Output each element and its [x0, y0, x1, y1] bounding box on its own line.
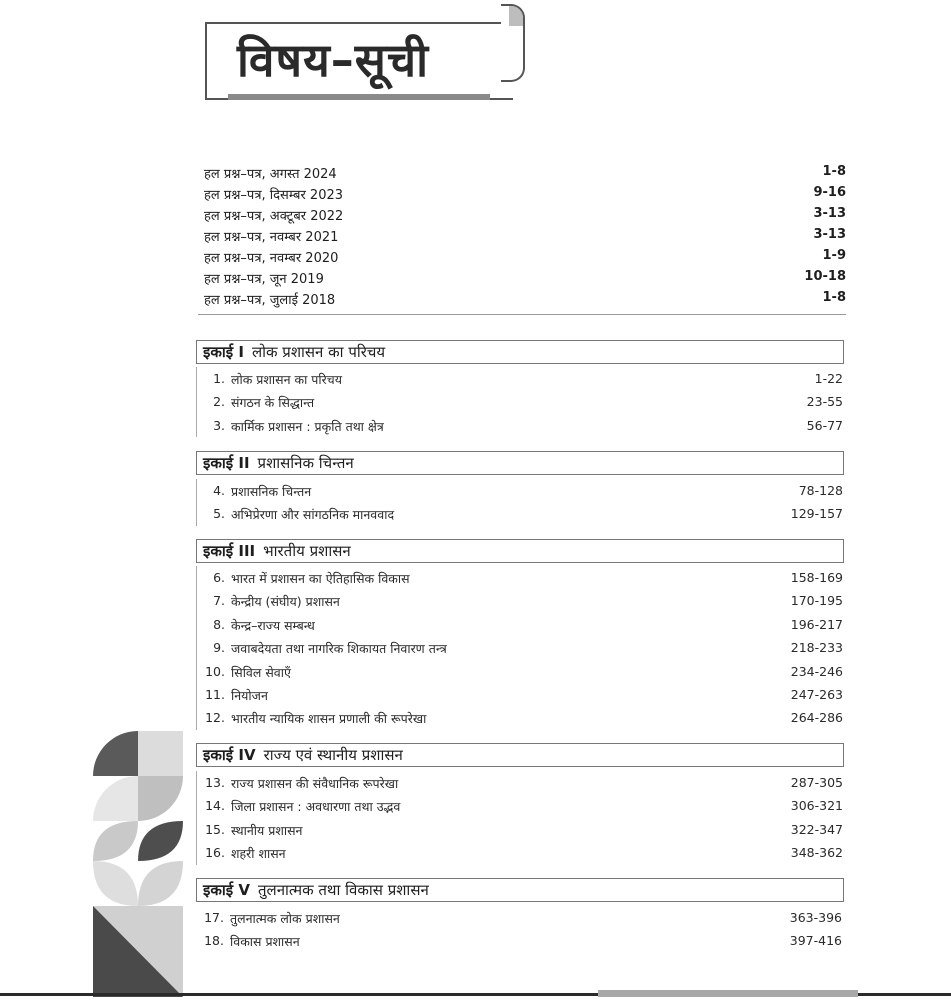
paper-label: हल प्रश्न–पत्र, नवम्बर 2021 [204, 230, 339, 245]
unit-title: लोक प्रशासन का परिचय [251, 343, 386, 361]
paper-pages: 3-13 [813, 206, 846, 221]
decorative-pattern [93, 731, 183, 997]
chapter-pages: 170-195 [790, 593, 843, 609]
page-title: विषय–सूची [237, 33, 429, 87]
chapter-row [197, 683, 845, 706]
chapter-number: 4. [213, 483, 225, 498]
chapter-number: 14. [205, 798, 225, 814]
chapter-number: 10. [205, 663, 225, 679]
chapter-name: भारत में प्रशासन का ऐतिहासिक विकास [231, 571, 410, 586]
paper-row [204, 162, 846, 183]
paper-label: हल प्रश्न–पत्र, जून 2019 [204, 272, 324, 287]
deco-leaf-left [93, 821, 138, 861]
chapter-row [197, 390, 845, 413]
chapter-pages: 322-347 [790, 821, 843, 837]
chapter-pages: 218-233 [790, 640, 843, 656]
unit-title: तुलनात्मक तथा विकास प्रशासन [257, 881, 429, 899]
chapter-row [197, 589, 845, 612]
chapter-pages: 363-396 [789, 910, 842, 925]
paper-label: हल प्रश्न–पत्र, अक्टूबर 2022 [204, 209, 344, 224]
section-divider [198, 314, 846, 315]
chapter-name: स्थानीय प्रशासन [231, 822, 303, 838]
chapter-row [197, 636, 845, 659]
unit-heading-4 [196, 743, 844, 767]
paper-row [204, 183, 846, 204]
paper-row [204, 267, 846, 288]
deco-leaf-low-left [93, 861, 138, 906]
chapter-pages: 56-77 [806, 417, 843, 433]
chapter-number: 1. [213, 371, 225, 386]
chapter-row [197, 479, 845, 502]
chapter-pages: 158-169 [790, 570, 843, 585]
chapter-row [197, 660, 845, 683]
paper-pages: 1-8 [822, 164, 846, 179]
chapter-name: प्रशासनिक चिन्तन [231, 484, 312, 499]
chapter-number: 18. [204, 933, 224, 949]
unit-title: राज्य एवं स्थानीय प्रशासन [263, 746, 403, 764]
paper-label: हल प्रश्न–पत्र, नवम्बर 2020 [204, 251, 339, 266]
chapter-row [197, 794, 845, 817]
chapter-name: संगठन के सिद्धान्त [231, 395, 315, 411]
paper-label: हल प्रश्न–पत्र, अगस्त 2024 [204, 167, 337, 182]
chapter-number: 17. [204, 910, 224, 925]
unit-number: इकाई V [203, 881, 250, 899]
unit-title: प्रशासनिक चिन्तन [257, 454, 354, 472]
chapter-number: 3. [213, 417, 225, 433]
chapter-name: जिला प्रशासन : अवधारणा तथा उद्भव [231, 799, 401, 815]
chapter-row [196, 906, 844, 929]
chapter-name: कार्मिक प्रशासन : प्रकृति तथा क्षेत्र [231, 418, 384, 434]
paper-pages: 1-9 [822, 248, 846, 263]
chapter-number: 16. [205, 845, 225, 861]
chapter-pages: 196-217 [790, 616, 843, 632]
deco-quarter-light [138, 776, 183, 821]
chapter-number: 13. [205, 775, 225, 790]
chapter-name: जवाबदेयता तथा नागरिक शिकायत निवारण तन्त्र [231, 641, 447, 657]
unit-heading-3 [196, 539, 844, 563]
bottom-accent-bar [598, 990, 858, 997]
unit-chapters-1 [196, 367, 845, 437]
chapter-row [197, 818, 845, 841]
chapter-number: 8. [213, 616, 225, 632]
deco-leaf-low-right [138, 861, 183, 906]
unit-heading-5 [196, 878, 844, 902]
paper-pages: 10-18 [804, 269, 846, 284]
solved-papers-list [204, 162, 846, 309]
paper-pages: 3-13 [813, 227, 846, 242]
unit-number: इकाई I [203, 343, 244, 361]
chapter-row [197, 613, 845, 636]
chapter-pages: 247-263 [790, 686, 843, 702]
chapter-pages: 306-321 [790, 798, 843, 814]
chapter-name: शहरी शासन [231, 846, 286, 862]
paper-pages: 1-8 [822, 290, 846, 305]
deco-quarter-pale [93, 776, 138, 821]
chapter-pages: 397-416 [789, 933, 842, 949]
chapter-pages: 129-157 [790, 506, 843, 522]
unit-heading-2 [196, 451, 844, 475]
chapter-name: अभिप्रेरणा और सांगठनिक मानववाद [231, 507, 395, 523]
chapter-name: राज्य प्रशासन की संवैधानिक रूपरेखा [231, 776, 399, 791]
paper-row [204, 246, 846, 267]
unit-chapters-3 [196, 566, 845, 730]
title-card [205, 22, 513, 100]
unit-title: भारतीय प्रशासन [263, 542, 351, 560]
chapter-row [197, 706, 845, 729]
chapter-row [197, 771, 845, 794]
chapter-row [197, 566, 845, 589]
chapter-pages: 23-55 [806, 394, 843, 410]
chapter-number: 7. [213, 593, 225, 609]
chapter-name: केन्द्र–राज्य सम्बन्ध [231, 617, 315, 633]
unit-number: इकाई II [203, 454, 250, 472]
unit-chapters-5 [196, 906, 844, 953]
chapter-pages: 1-22 [814, 371, 843, 386]
chapter-number: 2. [213, 394, 225, 410]
chapter-pages: 264-286 [790, 710, 843, 726]
deco-leaf-right [138, 821, 183, 861]
chapter-number: 11. [205, 686, 225, 702]
chapter-pages: 348-362 [790, 845, 843, 861]
paper-label: हल प्रश्न–पत्र, जुलाई 2018 [204, 293, 336, 308]
chapter-name: तुलनात्मक लोक प्रशासन [230, 911, 340, 926]
paper-label: हल प्रश्न–पत्र, दिसम्बर 2023 [204, 188, 344, 203]
chapter-number: 12. [205, 710, 225, 726]
chapter-name: केन्द्रीय (संघीय) प्रशासन [231, 594, 340, 610]
chapter-row [197, 841, 845, 864]
deco-quarter-dark [93, 731, 138, 776]
chapter-number: 5. [213, 506, 225, 522]
chapter-pages: 78-128 [798, 483, 843, 498]
paper-row [204, 288, 846, 309]
unit-number: इकाई III [203, 542, 256, 560]
chapter-row [197, 367, 845, 390]
chapter-number: 9. [213, 640, 225, 656]
unit-chapters-2 [196, 479, 845, 526]
chapter-name: सिविल सेवाएँ [231, 664, 291, 680]
chapter-name: भारतीय न्यायिक शासन प्रणाली की रूपरेखा [231, 711, 427, 727]
chapter-row [197, 414, 845, 437]
unit-heading-1 [196, 340, 844, 364]
title-shadow [228, 94, 490, 100]
chapter-name: नियोजन [231, 687, 268, 703]
unit-chapters-4 [196, 771, 845, 865]
chapter-pages: 287-305 [790, 775, 843, 790]
paper-row [204, 204, 846, 225]
chapter-name: विकास प्रशासन [230, 934, 300, 950]
paper-row [204, 225, 846, 246]
chapter-number: 6. [213, 570, 225, 585]
paper-pages: 9-16 [813, 185, 846, 200]
chapter-row [196, 929, 844, 952]
unit-number: इकाई IV [203, 746, 256, 764]
deco-block-light [138, 731, 183, 776]
chapter-name: लोक प्रशासन का परिचय [231, 372, 342, 387]
chapter-pages: 234-246 [790, 663, 843, 679]
chapter-row [197, 502, 845, 525]
chapter-number: 15. [205, 821, 225, 837]
